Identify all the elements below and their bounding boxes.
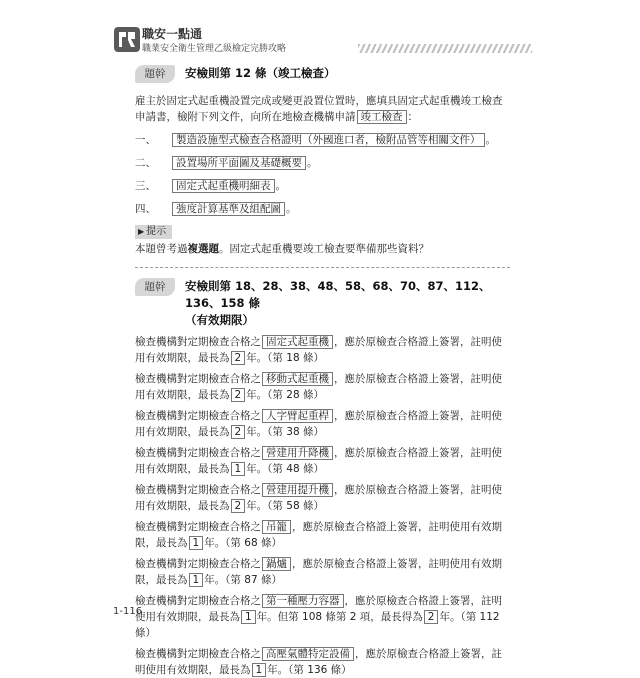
page-header bbox=[112, 24, 532, 58]
list-item-end: 。 bbox=[286, 203, 297, 215]
intro-text: 雇主於固定式起重機設置完成或變更設置位置時，應填具固定式起重機竣工檢查申請書，檢附下列文件，向所在地檢查機構申請 bbox=[135, 95, 503, 123]
list-item bbox=[135, 646, 510, 678]
answer-box: 營建用升降機 bbox=[262, 446, 333, 460]
question-2-title-line1: 安檢則第 18、28、38、48、58、68、70、87、112、136、158 條 bbox=[185, 279, 491, 310]
question-tag: 題幹 bbox=[135, 65, 175, 83]
section-divider bbox=[135, 267, 510, 268]
entry-prefix: 檢查機構對定期檢查合格之 bbox=[135, 373, 261, 385]
answer-box: 2 bbox=[231, 499, 246, 513]
entry-suffix: 年。（第 18 條） bbox=[246, 352, 324, 364]
entry-middle: ，應於原檢查合格證上簽署，註明使用有效期限，最長為 bbox=[135, 447, 502, 475]
hint-text-start: 本題曾考過 bbox=[135, 243, 188, 255]
header-stripe-decoration bbox=[358, 44, 532, 53]
list-item bbox=[135, 132, 510, 148]
list-item-end: 。 bbox=[275, 180, 286, 192]
entry-prefix: 檢查機構對定期檢查合格之 bbox=[135, 447, 261, 459]
list-item-number: 四、 bbox=[135, 203, 156, 215]
entry-middle: ，應於原檢查合格證上簽署，註明使用有效期限，最長為 bbox=[135, 336, 502, 364]
answer-box: 移動式起重機 bbox=[262, 372, 333, 386]
answer-box: 1 bbox=[252, 663, 267, 677]
answer-box: 1 bbox=[241, 610, 256, 624]
entry-suffix: 年。（第 48 條） bbox=[246, 463, 324, 475]
question-2-header bbox=[135, 278, 510, 329]
list-item-number: 三、 bbox=[135, 180, 156, 192]
answer-box: 2 bbox=[231, 425, 246, 439]
entry-suffix: 年。但第 108 條第 2 項，最長得為 bbox=[256, 611, 423, 623]
answer-box: 人字臂起重桿 bbox=[262, 409, 333, 423]
list-item bbox=[135, 519, 510, 551]
page-number: 1-116 bbox=[113, 606, 143, 617]
question-2-title-line2: （有效期限） bbox=[185, 313, 254, 327]
answer-box: 固定式起重機 bbox=[262, 335, 333, 349]
list-item bbox=[135, 371, 510, 403]
entry-suffix: 年。（第 112 條） bbox=[135, 611, 500, 639]
answer-box: 鍋爐 bbox=[262, 557, 291, 571]
list-item-number: 二、 bbox=[135, 157, 156, 169]
entry-suffix: 年。（第 136 條） bbox=[267, 664, 352, 676]
question-1-header bbox=[135, 65, 510, 83]
entry-prefix: 檢查機構對定期檢查合格之 bbox=[135, 410, 261, 422]
entry-middle: ，應於原檢查合格證上簽署，註明使用有效期限，最長為 bbox=[135, 373, 502, 401]
entry-middle: ，應於原檢查合格證上簽署，註明使用有效期限，最長為 bbox=[135, 595, 502, 623]
list-item bbox=[135, 201, 510, 217]
entry-prefix: 檢查機構對定期檢查合格之 bbox=[135, 648, 261, 660]
entry-prefix: 檢查機構對定期檢查合格之 bbox=[135, 595, 261, 607]
answer-box: 1 bbox=[189, 573, 204, 587]
answer-box: 2 bbox=[231, 388, 246, 402]
answer-box: 強度計算基準及組配圖 bbox=[172, 202, 285, 216]
question-1-intro bbox=[135, 93, 510, 125]
answer-box: 高壓氣體特定設備 bbox=[262, 647, 354, 661]
main-content bbox=[135, 65, 510, 678]
answer-box: 竣工檢查 bbox=[357, 110, 407, 124]
question-tag: 題幹 bbox=[135, 278, 175, 296]
hint-label-text: 提示 bbox=[146, 226, 167, 237]
entry-prefix: 檢查機構對定期檢查合格之 bbox=[135, 521, 261, 533]
triangle-icon: ▶ bbox=[138, 227, 145, 236]
hint-text-bold: 複選題 bbox=[187, 243, 219, 255]
book-title: 職安一點通 bbox=[142, 27, 203, 41]
list-item bbox=[135, 445, 510, 477]
list-item bbox=[135, 408, 510, 440]
hint-text-end: 。固定式起重機要竣工檢查要準備那些資料？ bbox=[219, 243, 429, 255]
entry-suffix: 年。（第 28 條） bbox=[246, 389, 324, 401]
answer-box: 2 bbox=[231, 351, 246, 365]
hint-label bbox=[135, 225, 172, 239]
answer-box: 吊籠 bbox=[262, 520, 291, 534]
answer-box: 設置場所平面圖及基礎概要 bbox=[172, 156, 306, 170]
entry-suffix: 年。（第 38 條） bbox=[246, 426, 324, 438]
entry-suffix: 年。（第 68 條） bbox=[204, 537, 282, 549]
answer-box: 2 bbox=[424, 610, 439, 624]
entry-prefix: 檢查機構對定期檢查合格之 bbox=[135, 484, 261, 496]
answer-box: 營建用提升機 bbox=[262, 483, 333, 497]
intro-end: ： bbox=[407, 111, 418, 123]
entry-prefix: 檢查機構對定期檢查合格之 bbox=[135, 336, 261, 348]
entry-suffix: 年。（第 87 條） bbox=[204, 574, 282, 586]
answer-box: 第一種壓力容器 bbox=[262, 594, 344, 608]
question-1-title: 安檢則第 12 條（竣工檢查） bbox=[185, 66, 336, 80]
entry-middle: ，應於原檢查合格證上簽署，註明使用有效期限，最長為 bbox=[135, 648, 502, 676]
entry-middle: ，應於原檢查合格證上簽署，註明使用有效期限，最長為 bbox=[135, 521, 502, 549]
list-item bbox=[135, 334, 510, 366]
entry-middle: ，應於原檢查合格證上簽署，註明使用有效期限，最長為 bbox=[135, 558, 502, 586]
list-item-end: 。 bbox=[485, 134, 496, 146]
entry-prefix: 檢查機構對定期檢查合格之 bbox=[135, 558, 261, 570]
list-item-end: 。 bbox=[307, 157, 318, 169]
book-logo-icon bbox=[112, 24, 142, 54]
question-2-title bbox=[185, 278, 510, 329]
list-item bbox=[135, 155, 510, 171]
hint-text bbox=[135, 241, 510, 257]
entry-suffix: 年。（第 58 條） bbox=[246, 500, 324, 512]
book-subtitle: 職業安全衛生管理乙級檢定完勝攻略 bbox=[142, 44, 287, 54]
list-item bbox=[135, 178, 510, 194]
list-item-number: 一、 bbox=[135, 134, 156, 146]
answer-box: 1 bbox=[189, 536, 204, 550]
entry-middle: ，應於原檢查合格證上簽署，註明使用有效期限，最長為 bbox=[135, 484, 502, 512]
answer-box: 製造設施型式檢查合格證明（外國進口者，檢附品管等相關文件） bbox=[172, 133, 485, 147]
list-item bbox=[135, 556, 510, 588]
entry-middle: ，應於原檢查合格證上簽署，註明使用有效期限，最長為 bbox=[135, 410, 502, 438]
answer-box: 1 bbox=[231, 462, 246, 476]
list-item bbox=[135, 482, 510, 514]
answer-box: 固定式起重機明細表 bbox=[172, 179, 275, 193]
list-item bbox=[135, 593, 510, 641]
